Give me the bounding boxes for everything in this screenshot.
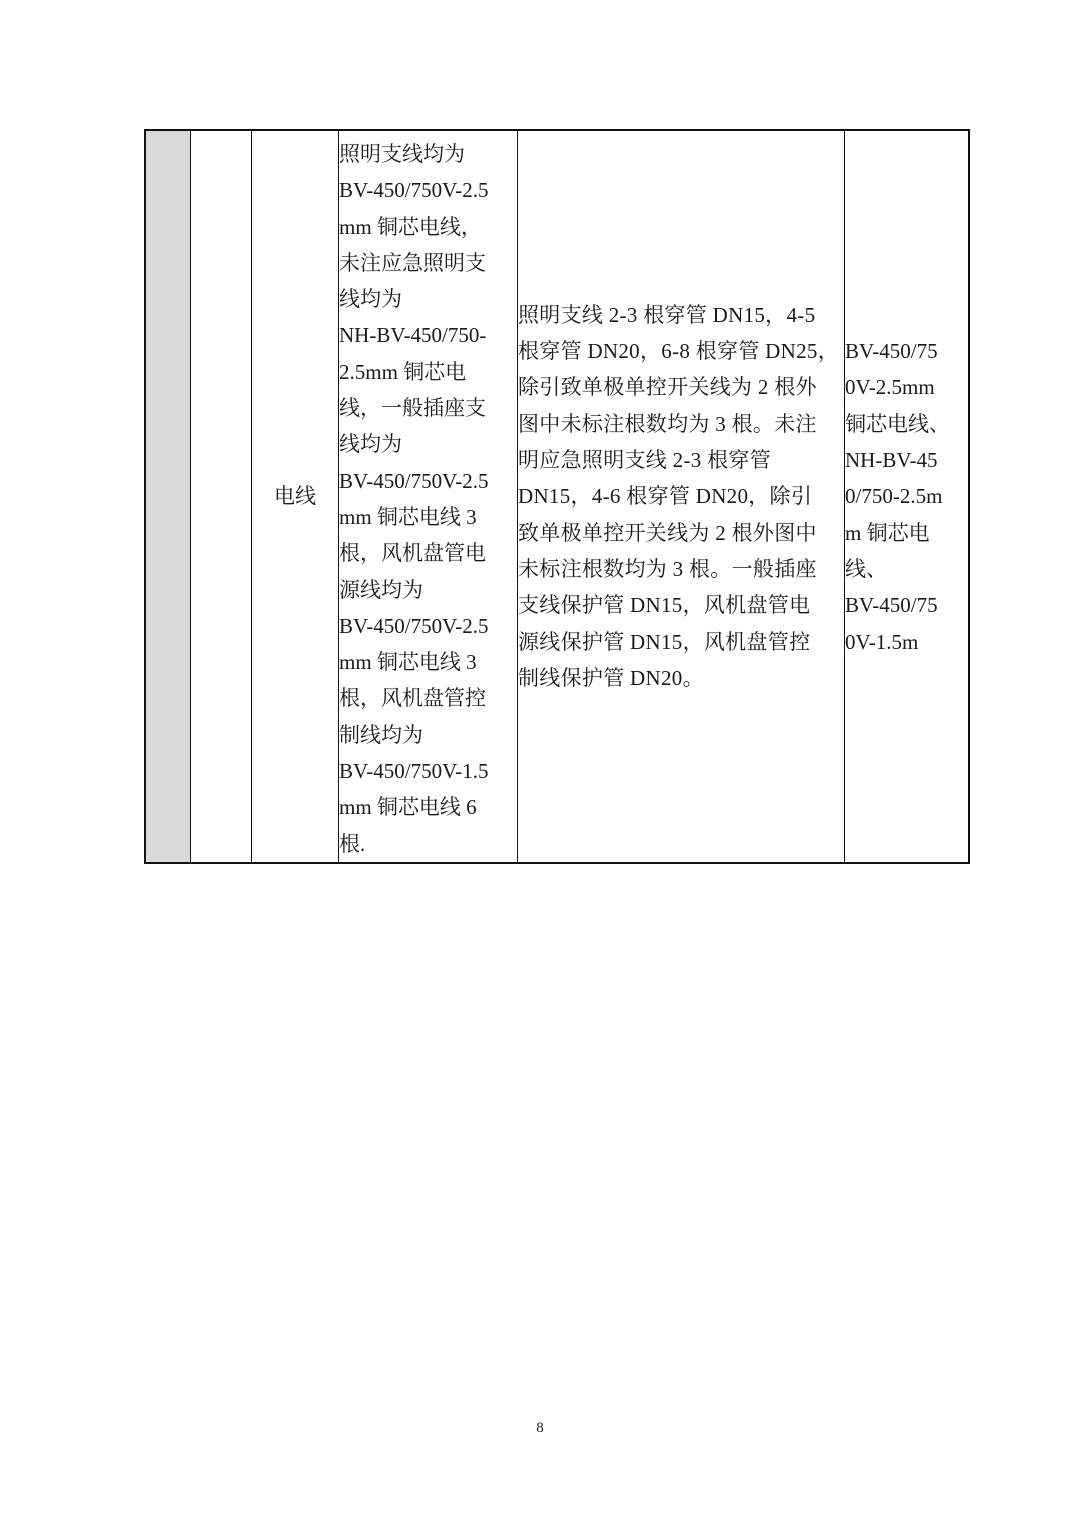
text-line: 0V-1.5m bbox=[845, 629, 919, 654]
text-line: 铜芯电线、 bbox=[845, 411, 950, 436]
text-line: 支线保护管 DN15，风机盘管电 bbox=[518, 593, 811, 618]
text-line: 除引致单极单控开关线为 2 根外 bbox=[518, 375, 817, 400]
text-line: mm 铜芯电线， bbox=[339, 214, 482, 239]
text-line: BV-450/750V-1.5 bbox=[339, 759, 489, 784]
item-name-cell bbox=[252, 130, 339, 863]
text-line: 线、 bbox=[845, 556, 887, 581]
text-line: 根，风机盘管控 bbox=[339, 686, 486, 711]
text-line: 0/750-2.5m bbox=[845, 484, 943, 509]
material-cell bbox=[845, 130, 970, 863]
text-line: 源线保护管 DN15，风机盘管控 bbox=[518, 629, 811, 654]
text-line: 致单极单控开关线为 2 根外图中 bbox=[518, 520, 817, 545]
text-line: 制线保护管 DN20。 bbox=[518, 665, 704, 690]
text-line: 根穿管 DN20，6-8 根穿管 DN25， bbox=[518, 339, 840, 364]
text-line: 根，风机盘管电 bbox=[339, 541, 486, 566]
description-cell bbox=[339, 130, 518, 863]
description-lines bbox=[339, 131, 517, 862]
text-line: 照明支线均为 bbox=[339, 142, 465, 166]
shaded-index-cell bbox=[145, 130, 191, 863]
text-line: 线，一般插座支 bbox=[339, 396, 486, 421]
text-line: 线均为 bbox=[339, 432, 402, 457]
text-line: BV-450/75 bbox=[845, 593, 938, 618]
spec-table bbox=[144, 129, 970, 864]
text-line: 0V-2.5mm bbox=[845, 375, 935, 400]
text-line: 照明支线 2-3 根穿管 DN15，4-5 bbox=[518, 302, 816, 327]
text-line: 2.5mm 铜芯电 bbox=[339, 359, 467, 384]
text-line: mm 铜芯电线 3 bbox=[339, 504, 477, 529]
text-line: BV-450/750V-2.5 bbox=[339, 178, 489, 203]
text-line: 根. bbox=[339, 831, 366, 856]
text-line: NH-BV-450/750- bbox=[339, 323, 487, 348]
table-row bbox=[145, 130, 969, 863]
text-line: m 铜芯电 bbox=[845, 520, 930, 545]
text-line: 图中未标注根数均为 3 根。未注 bbox=[518, 411, 817, 436]
text-line: mm 铜芯电线 3 bbox=[339, 650, 477, 675]
text-line: DN15，4-6 根穿管 DN20，除引 bbox=[518, 484, 813, 509]
empty-cell bbox=[191, 130, 252, 863]
text-line: BV-450/75 bbox=[845, 339, 938, 364]
page-number: 8 bbox=[536, 1420, 544, 1436]
text-line: 明应急照明支线 2-3 根穿管 bbox=[518, 448, 771, 473]
text-line: mm 铜芯电线 6 bbox=[339, 795, 477, 820]
installation-note-cell bbox=[518, 130, 845, 863]
text-line: 线均为 bbox=[339, 287, 402, 312]
material-lines bbox=[845, 333, 968, 660]
item-name: 电线 bbox=[274, 484, 316, 509]
text-line: 制线均为 bbox=[339, 722, 423, 747]
text-line: 未标注根数均为 3 根。一般插座 bbox=[518, 556, 817, 581]
text-line: 未注应急照明支 bbox=[339, 250, 486, 275]
text-line: BV-450/750V-2.5 bbox=[339, 613, 489, 638]
text-line: NH-BV-45 bbox=[845, 448, 938, 473]
text-line: 源线均为 bbox=[339, 577, 423, 602]
installation-note-lines bbox=[518, 297, 844, 696]
text-line: BV-450/750V-2.5 bbox=[339, 468, 489, 493]
